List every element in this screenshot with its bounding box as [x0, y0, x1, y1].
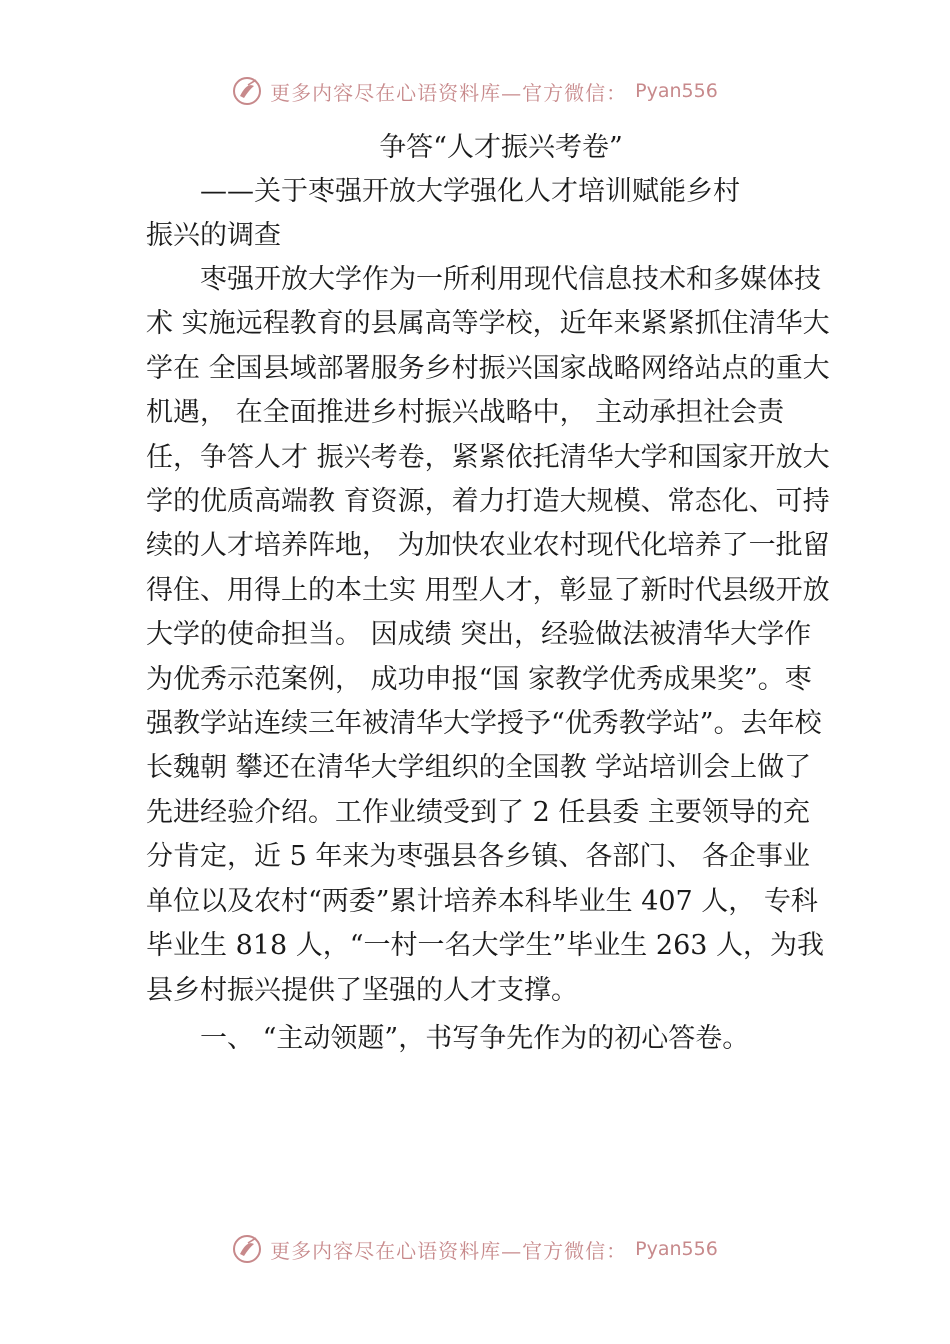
section-heading-1: 一、 “主动领题”，书写争先作为的初心答卷。 [200, 1022, 750, 1054]
document-subtitle [146, 170, 836, 258]
document-title: 争答“人才振兴考卷” [379, 132, 623, 163]
body-paragraph: 枣强开放大学作为一所利用现代信息技术和多媒体技术 实施远程教育的县属高等学校，近年来紧紧抓住清华大学在 全国县域部署服务乡村振兴国家战略网络站点的重大机遇， 在全面推进乡村振兴战略中， 主动承担社会责任，争答人才 振兴考卷，紧紧依托清华大学和国家开放大学的优质高端教 育资源，着力打造大规模、常态化、可持续的人才培养阵地， 为加快农业农村现代化培养了一批留得住、用得上的本土实 用型人才，彰显了新时代县级开放大学的使命担当。 因成绩 突出，经验做法被清华大学作为优秀示范案例， 成功申报“国 家教学优秀成果奖”。枣强教学站连续三年被清华大学授予“优秀教学站”。去年校长魏朝 攀还在清华大学组织的全国教 学站培训会上做了先进经验介绍。工作业绩受到了 2 任县委 主要领导的充分肯定，近 5 年来为枣强县各乡镇、各部门、 各企事业单位以及农村“两委”累计培养本科毕业生 407 人， 专科毕业生 818 人，“一村一名大学生”毕业生 263 人，为我 县乡村振兴提供了坚强的人才支撑。 [146, 264, 830, 1006]
watermark-text: 更多内容尽在心语资料库—官方微信： [270, 1238, 628, 1263]
logo-icon [232, 76, 262, 106]
watermark-top [0, 76, 950, 106]
logo-icon [232, 1234, 262, 1264]
subtitle-line-2: 振兴的调查 [146, 220, 281, 251]
watermark-id: Pyan556 [635, 80, 718, 102]
watermark-id: Pyan556 [635, 1238, 718, 1260]
subtitle-line-1: ——关于枣强开放大学强化人才培训赋能乡村 [200, 176, 740, 207]
watermark-bottom [0, 1234, 950, 1264]
document-body [146, 126, 836, 1061]
watermark-text: 更多内容尽在心语资料库—官方微信： [270, 80, 628, 105]
